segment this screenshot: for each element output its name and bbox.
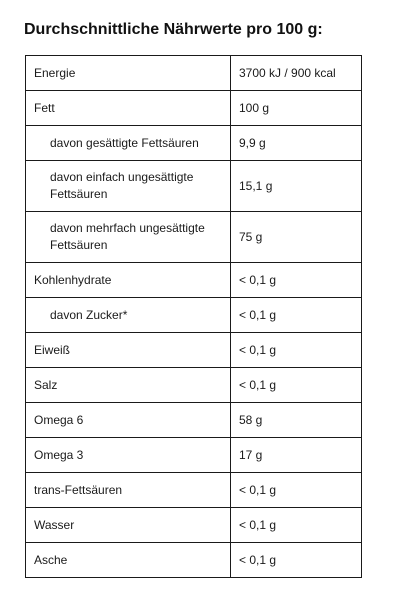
nutrient-value: < 0,1 g bbox=[231, 543, 362, 578]
nutrient-value: < 0,1 g bbox=[231, 368, 362, 403]
nutrient-value: < 0,1 g bbox=[231, 473, 362, 508]
nutrient-name: Omega 3 bbox=[26, 438, 231, 473]
nutrient-name: davon mehrfach ungesättigte Fettsäuren bbox=[26, 212, 231, 263]
table-row bbox=[26, 543, 362, 578]
nutrient-name: Fett bbox=[26, 91, 231, 126]
nutrient-value: < 0,1 g bbox=[231, 508, 362, 543]
table-row bbox=[26, 438, 362, 473]
table-row bbox=[26, 263, 362, 298]
nutrient-value: 75 g bbox=[231, 212, 362, 263]
nutrient-value: 58 g bbox=[231, 403, 362, 438]
nutrient-name: trans-Fettsäuren bbox=[26, 473, 231, 508]
nutrient-value: 3700 kJ / 900 kcal bbox=[231, 56, 362, 91]
nutrient-name: davon gesättigte Fettsäuren bbox=[26, 126, 231, 161]
nutrient-name: Kohlenhydrate bbox=[26, 263, 231, 298]
nutrient-name: davon einfach ungesättigte Fettsäuren bbox=[26, 161, 231, 212]
nutrient-name: Eiweiß bbox=[26, 333, 231, 368]
table-row bbox=[26, 298, 362, 333]
nutrient-name: Energie bbox=[26, 56, 231, 91]
page-title: Durchschnittliche Nährwerte pro 100 g: bbox=[24, 21, 323, 38]
table-row bbox=[26, 212, 362, 263]
nutrient-value: 9,9 g bbox=[231, 126, 362, 161]
nutrient-value: 100 g bbox=[231, 91, 362, 126]
table-row bbox=[26, 508, 362, 543]
nutrient-name: Asche bbox=[26, 543, 231, 578]
nutrient-name: Wasser bbox=[26, 508, 231, 543]
table-row bbox=[26, 368, 362, 403]
table-row bbox=[26, 126, 362, 161]
nutrient-value: 15,1 g bbox=[231, 161, 362, 212]
nutrient-value: < 0,1 g bbox=[231, 263, 362, 298]
table-row bbox=[26, 403, 362, 438]
nutrient-name: davon Zucker* bbox=[26, 298, 231, 333]
table-row bbox=[26, 161, 362, 212]
table-row bbox=[26, 473, 362, 508]
nutrient-value: < 0,1 g bbox=[231, 333, 362, 368]
nutrition-table bbox=[25, 55, 362, 578]
table-row bbox=[26, 56, 362, 91]
table-row bbox=[26, 91, 362, 126]
nutrient-name: Salz bbox=[26, 368, 231, 403]
nutrient-value: 17 g bbox=[231, 438, 362, 473]
nutrient-name: Omega 6 bbox=[26, 403, 231, 438]
nutrient-value: < 0,1 g bbox=[231, 298, 362, 333]
table-row bbox=[26, 333, 362, 368]
